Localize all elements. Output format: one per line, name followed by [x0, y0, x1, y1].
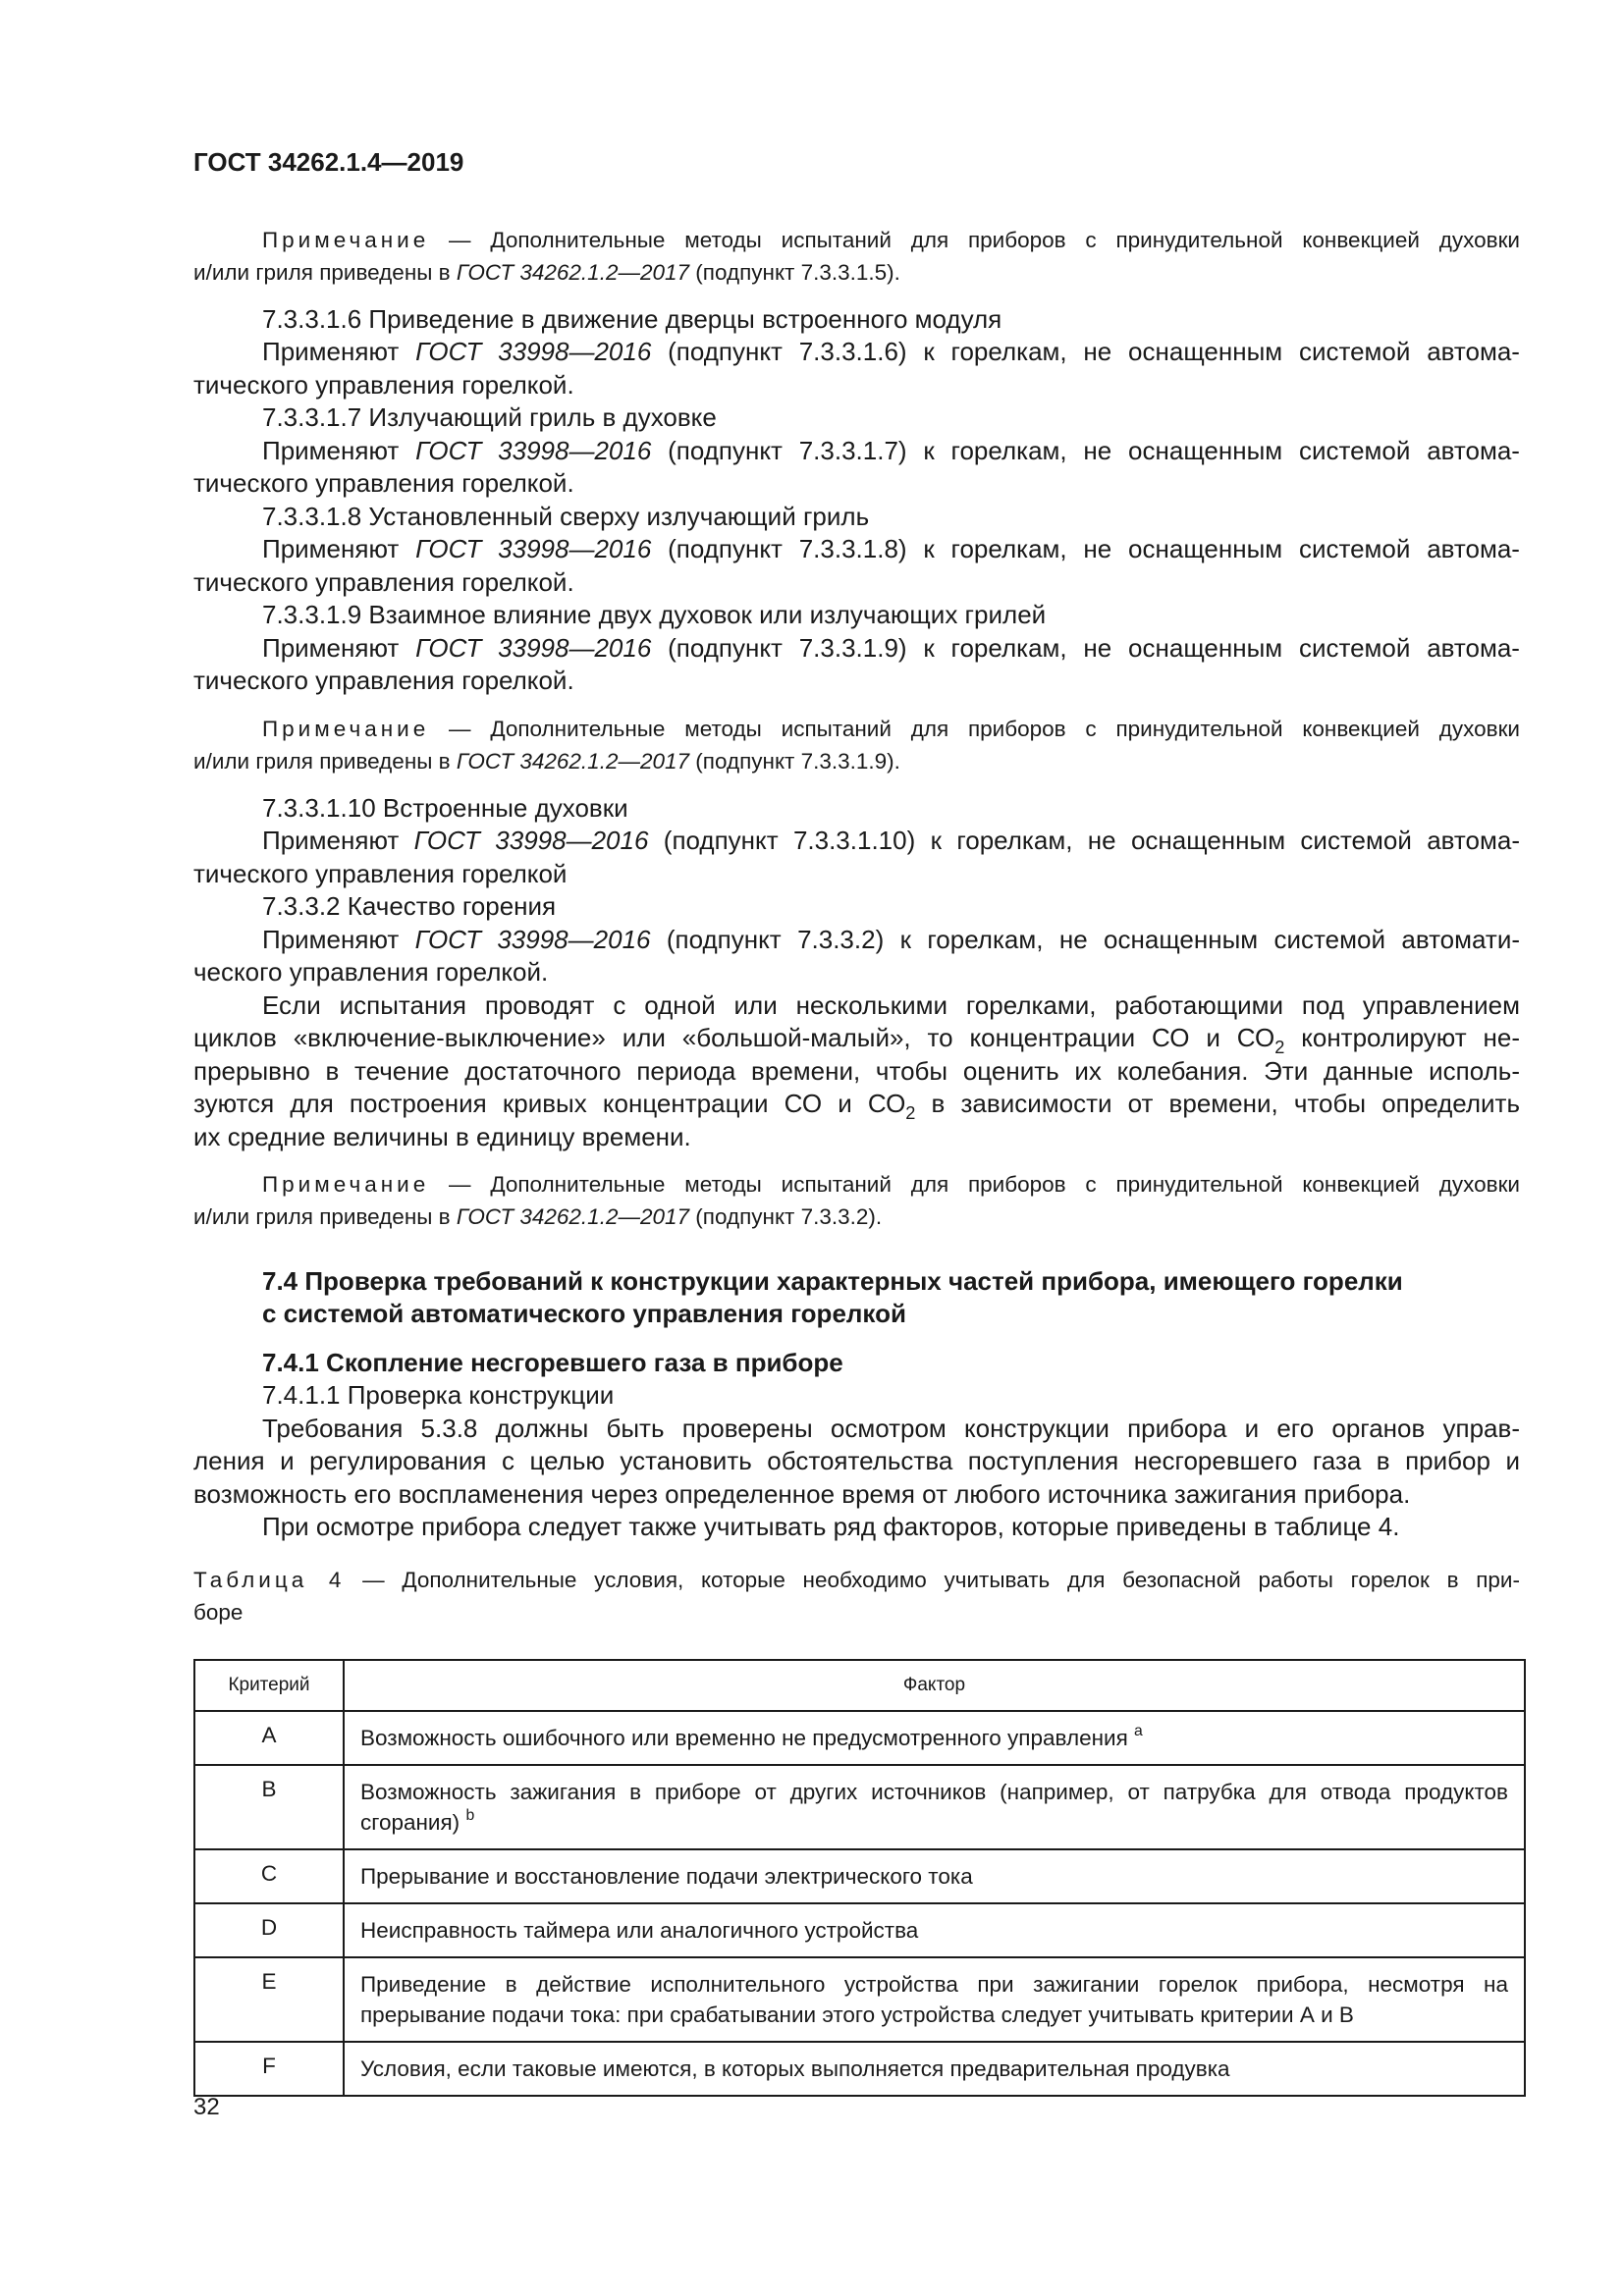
- table-4: [193, 1659, 1526, 2097]
- criterion-cell: C: [194, 1849, 344, 1903]
- table-row: [194, 1711, 1525, 1765]
- factor-cell: Возможность зажигания в приборе от других источников (например, от патрубка для отвода продуктов сгорания) $^b$: [344, 1765, 1525, 1849]
- subscript: 2: [905, 1103, 916, 1123]
- factor-cell: Возможность ошибочного или временно не предусмотренного управления $^a$: [344, 1711, 1525, 1765]
- section-heading: 7.4 Проверка требований к конструкции характерных частей прибора, имеющего горелки: [262, 1266, 1403, 1296]
- subsection-heading: 7.4.1 Скопление несгоревшего газа в приборе: [262, 1348, 843, 1377]
- reference: ГОСТ 33998—2016: [415, 534, 652, 563]
- footnote-mark: a: [1134, 1723, 1143, 1739]
- clause-heading: 7.3.3.1.10 Встроенные духовки: [262, 793, 628, 823]
- table-caption-label: Таблица 4: [193, 1568, 346, 1592]
- note-line: и/или гриля приведены в ГОСТ 34262.1.2—2017 (подпункт 7.3.3.1.9).: [193, 749, 900, 774]
- clause-heading: 7.3.3.1.6 Приведение в движение дверцы встроенного модуля: [262, 304, 1002, 334]
- body-line: тического управления горелкой.: [193, 666, 574, 695]
- factor-cell: Неисправность таймера или аналогичного устройства: [344, 1903, 1525, 1957]
- body-line: зуются для построения кривых концентрации СО и $СО_2$ в зависимости от времени, чтобы определить: [193, 1089, 1521, 1123]
- table-caption: Таблица 4 — Дополнительные условия, которые необходимо учитывать для безопасной работы горелок в при-: [193, 1568, 1520, 1592]
- factor-cell: Приведение в действие исполнительного устройства при зажигании горелок прибора, несмотря на прерывание подачи тока: при срабатывании этого устройства следует учитывать критерии А и В: [344, 1957, 1525, 2042]
- table-caption: боре: [193, 1600, 244, 1625]
- criterion-cell: E: [194, 1957, 344, 2042]
- table-row: [194, 1765, 1525, 1849]
- footnote-mark: b: [465, 1807, 475, 1824]
- table-row: [194, 1849, 1525, 1903]
- body-line: Применяют ГОСТ 33998—2016 (подпункт 7.3.3.1.6) к горелкам, не оснащенным системой автома-: [262, 337, 1520, 366]
- body-line: тического управления горелкой.: [193, 468, 574, 498]
- factor-cell: Прерывание и восстановление подачи электрического тока: [344, 1849, 1525, 1903]
- subscript: 2: [1274, 1038, 1285, 1057]
- note-line: Примечание — Дополнительные методы испытаний для приборов с принудительной конвекцией духовки: [262, 1172, 1520, 1197]
- note-label: Примечание: [262, 717, 430, 741]
- body-line: прерывно в течение достаточного периода времени, чтобы оценить их колебания. Эти данные исполь-: [193, 1056, 1520, 1086]
- clause-heading: 7.3.3.2 Качество горения: [262, 891, 557, 921]
- note-line: Примечание — Дополнительные методы испытаний для приборов с принудительной конвекцией духовки: [262, 228, 1520, 252]
- criterion-cell: F: [194, 2042, 344, 2096]
- column-header-factor: Фактор: [344, 1660, 1525, 1711]
- factor-cell: Условия, если таковые имеются, в которых выполняется предварительная продувка: [344, 2042, 1525, 2096]
- criterion-cell: B: [194, 1765, 344, 1849]
- clause-heading: 7.4.1.1 Проверка конструкции: [262, 1380, 615, 1410]
- body-line: ческого управления горелкой.: [193, 957, 549, 987]
- note-line: и/или гриля приведены в ГОСТ 34262.1.2—2017 (подпункт 7.3.3.1.5).: [193, 260, 900, 285]
- note-line: и/или гриля приведены в ГОСТ 34262.1.2—2017 (подпункт 7.3.3.2).: [193, 1204, 883, 1229]
- reference: ГОСТ 34262.1.2—2017: [456, 1204, 690, 1229]
- clause-heading: 7.3.3.1.8 Установленный сверху излучающий гриль: [262, 502, 870, 531]
- table-row: [194, 1903, 1525, 1957]
- reference: ГОСТ 33998—2016: [415, 337, 652, 366]
- reference: ГОСТ 34262.1.2—2017: [456, 749, 690, 774]
- body-line: Применяют ГОСТ 33998—2016 (подпункт 7.3.3.1.9) к горелкам, не оснащенным системой автома-: [262, 633, 1520, 663]
- reference: ГОСТ 33998—2016: [415, 436, 652, 465]
- body-line: Применяют ГОСТ 33998—2016 (подпункт 7.3.3.2) к горелкам, не оснащенным системой автомати-: [262, 925, 1520, 954]
- reference: ГОСТ 33998—2016: [414, 925, 651, 954]
- reference: ГОСТ 34262.1.2—2017: [456, 260, 690, 285]
- section-heading: с системой автоматического управления горелкой: [262, 1299, 906, 1328]
- body-line: тического управления горелкой.: [193, 567, 574, 597]
- table-header-row: [194, 1660, 1525, 1711]
- table-row: [194, 1957, 1525, 2042]
- criterion-cell: A: [194, 1711, 344, 1765]
- body-line: тического управления горелкой.: [193, 370, 574, 400]
- body-line: их средние величины в единицу времени.: [193, 1122, 691, 1151]
- reference: ГОСТ 33998—2016: [415, 633, 652, 663]
- page-number: 32: [193, 2094, 220, 2120]
- note-line: Примечание — Дополнительные методы испытаний для приборов с принудительной конвекцией духовки: [262, 717, 1520, 741]
- body-line: При осмотре прибора следует также учитывать ряд факторов, которые приведены в таблице 4.: [262, 1512, 1400, 1541]
- document-header: ГОСТ 34262.1.4—2019: [193, 147, 464, 177]
- body-line: циклов «включение-выключение» или «большой-малый», то концентрации СО и $СО_2$ контролируют не-: [193, 1023, 1520, 1057]
- note-label: Примечание: [262, 1172, 430, 1197]
- table-row: [194, 2042, 1525, 2096]
- note-label: Примечание: [262, 228, 430, 252]
- body-line: Применяют ГОСТ 33998—2016 (подпункт 7.3.3.1.8) к горелкам, не оснащенным системой автома-: [262, 534, 1520, 563]
- criterion-cell: D: [194, 1903, 344, 1957]
- body-line: возможность его воспламенения через определенное время от любого источника зажигания прибора.: [193, 1479, 1411, 1509]
- body-line: Требования 5.3.8 должны быть проверены осмотром конструкции прибора и его органов управ-: [262, 1414, 1520, 1443]
- column-header-criterion: Критерий: [194, 1660, 344, 1711]
- body-line: тического управления горелкой: [193, 859, 568, 888]
- body-line: ления и регулирования с целью установить обстоятельства поступления несгоревшего газа в прибор и: [193, 1446, 1520, 1475]
- clause-heading: 7.3.3.1.9 Взаимное влияние двух духовок или излучающих грилей: [262, 600, 1047, 629]
- clause-heading: 7.3.3.1.7 Излучающий гриль в духовке: [262, 402, 717, 432]
- body-line: Применяют ГОСТ 33998—2016 (подпункт 7.3.3.1.10) к горелкам, не оснащенным системой автома-: [262, 826, 1520, 855]
- reference: ГОСТ 33998—2016: [413, 826, 649, 855]
- body-line: Если испытания проводят с одной или несколькими горелками, работающими под управлением: [262, 990, 1520, 1020]
- body-line: Применяют ГОСТ 33998—2016 (подпункт 7.3.3.1.7) к горелкам, не оснащенным системой автома-: [262, 436, 1520, 465]
